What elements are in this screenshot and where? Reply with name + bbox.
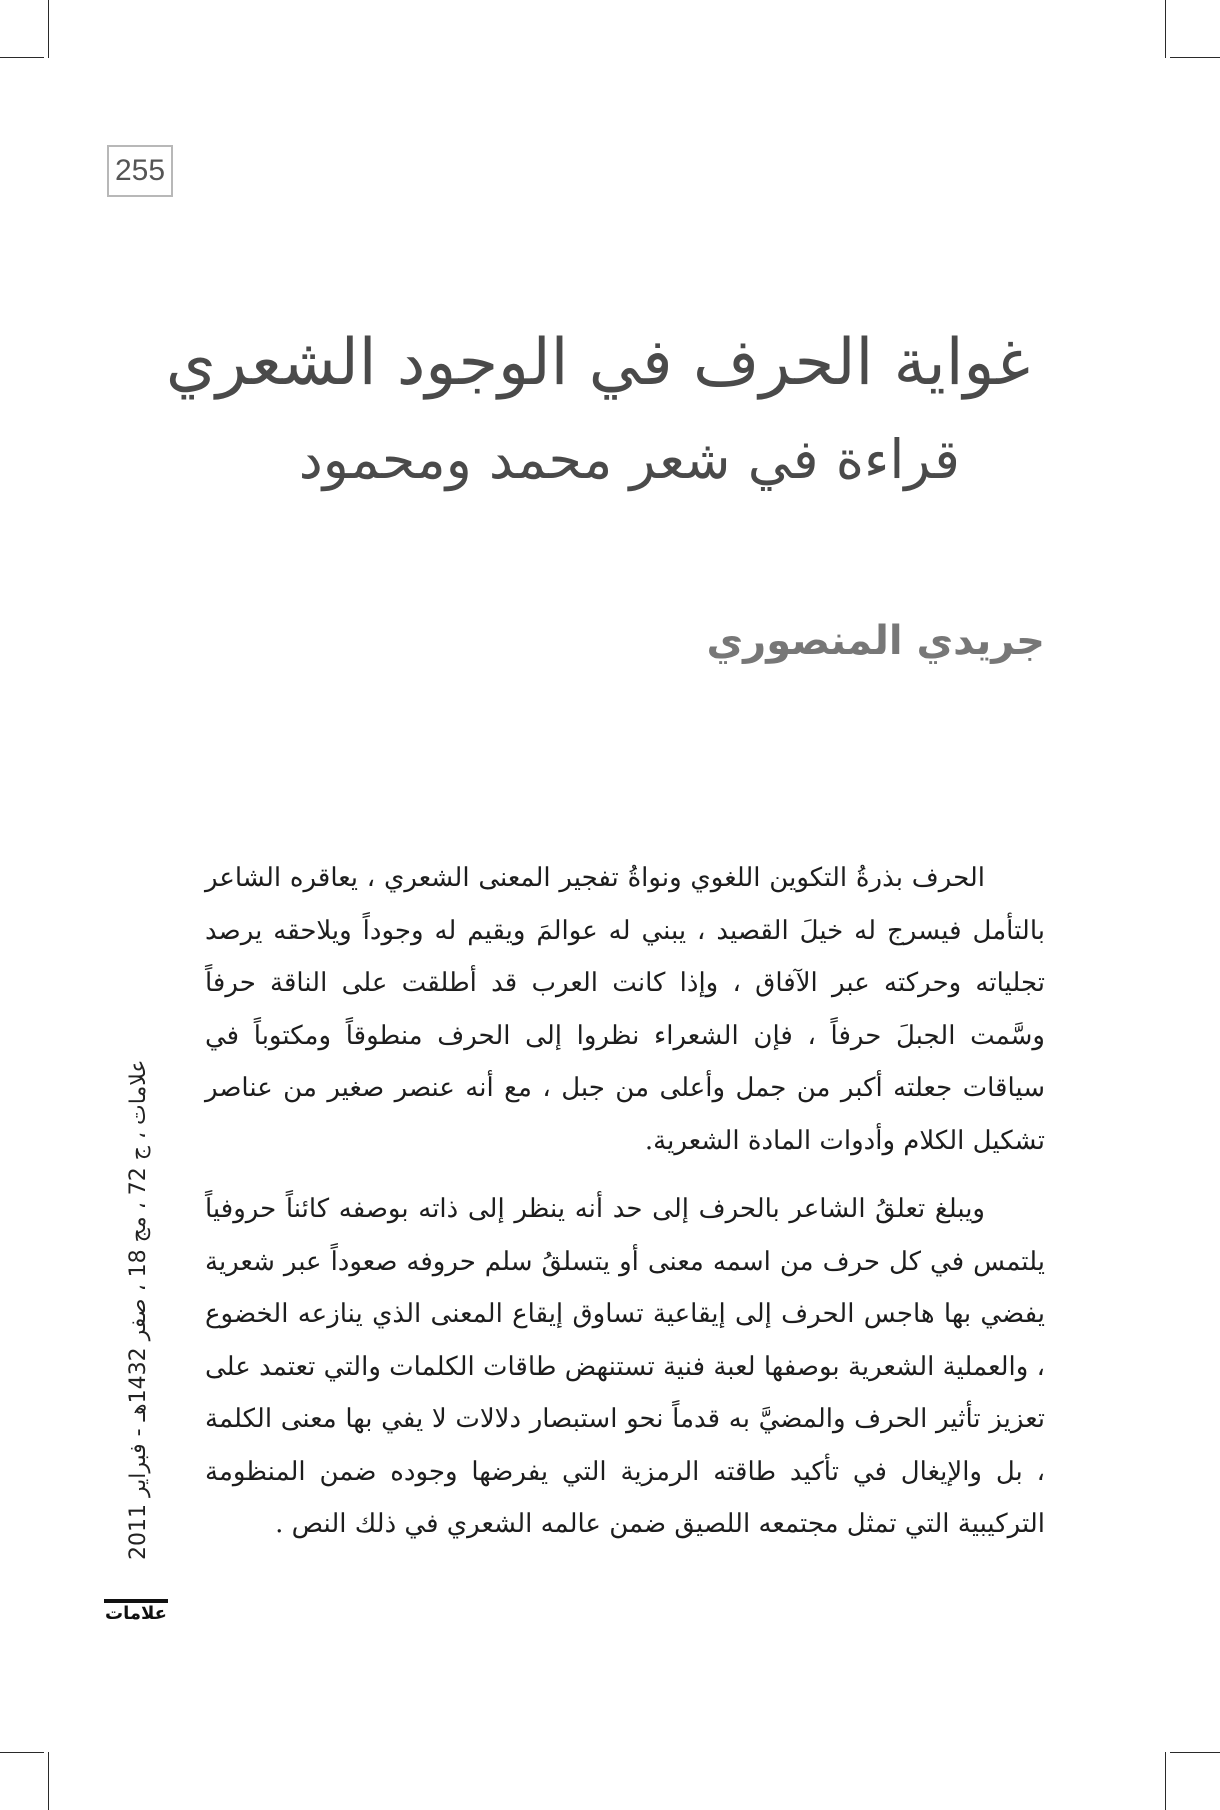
crop-mark-bottom-left-v: [48, 1752, 49, 1810]
article-body: [205, 852, 1045, 1551]
crop-mark-top-left-v: [48, 0, 49, 58]
journal-citation: علامات ، ج 72 ، مج 18 ، صفر 1432هـ - فبراير 2011: [126, 1059, 151, 1561]
body-paragraph-2: ويبلغ تعلقُ الشاعر بالحرف إلى حد أنه ينظر إلى ذاته بوصفه كائناً حروفياً يلتمس في كل حرف من اسمه معنى أو يتسلقُ سلم حروفه صعوداً عبر شعرية يفضي بها هاجس الحرف إلى إيقاعية تساوق إيقاع المعنى الذي ينازعه الخضوع ، والعملية الشعرية بوصفها لعبة فنية تستنهض طاقات الكلمات والتي تعتمد على تعزيز تأثير الحرف والمضيَّ به قدماً نحو استبصار دلالات لا يفي بها معنى الكلمة ، بل والإيغال في تأكيد طاقته الرمزية التي يفرضها وجوده ضمن المنظومة التركيبية التي تمثل مجتمعه اللصيق ضمن عالمه الشعري في ذلك النص .: [205, 1194, 1045, 1539]
crop-mark-bottom-right-h: [1170, 1752, 1220, 1753]
crop-mark-top-right-v: [1165, 0, 1166, 58]
page-number: 255: [107, 145, 173, 197]
author-name: جريدي المنصوري: [706, 618, 1045, 664]
article-title: غواية الحرف في الوجود الشعري: [165, 326, 1030, 400]
logo-text: علامات: [105, 1603, 167, 1624]
crop-mark-top-right-h: [1170, 57, 1220, 58]
crop-mark-top-left-h: [0, 57, 44, 58]
journal-logo: [100, 1590, 172, 1632]
crop-mark-bottom-right-v: [1165, 1752, 1166, 1810]
body-paragraph-1: الحرف بذرةُ التكوين اللغوي ونواةُ تفجير المعنى الشعري ، يعاقره الشاعر بالتأمل فيسرج له خيلَ القصيد ، يبني له عوالمَ ويقيم له وجوداً ويلاحقه يرصد تجلياته وحركته عبر الآفاق ، وإذا كانت العرب قد أطلقت على الناقة حرفاً وسَّمت الجبلَ حرفاً ، فإن الشعراء نظروا إلى الحرف منطوقاً ومكتوباً في سياقات جعلته أكبر من جمل وأعلى من جبل ، مع أنه عنصر صغير من عناصر تشكيل الكلام وأدوات المادة الشعرية.: [205, 863, 1045, 1156]
crop-mark-bottom-left-h: [0, 1752, 44, 1753]
article-subtitle: قراءة في شعر محمد ومحمود: [298, 428, 960, 491]
